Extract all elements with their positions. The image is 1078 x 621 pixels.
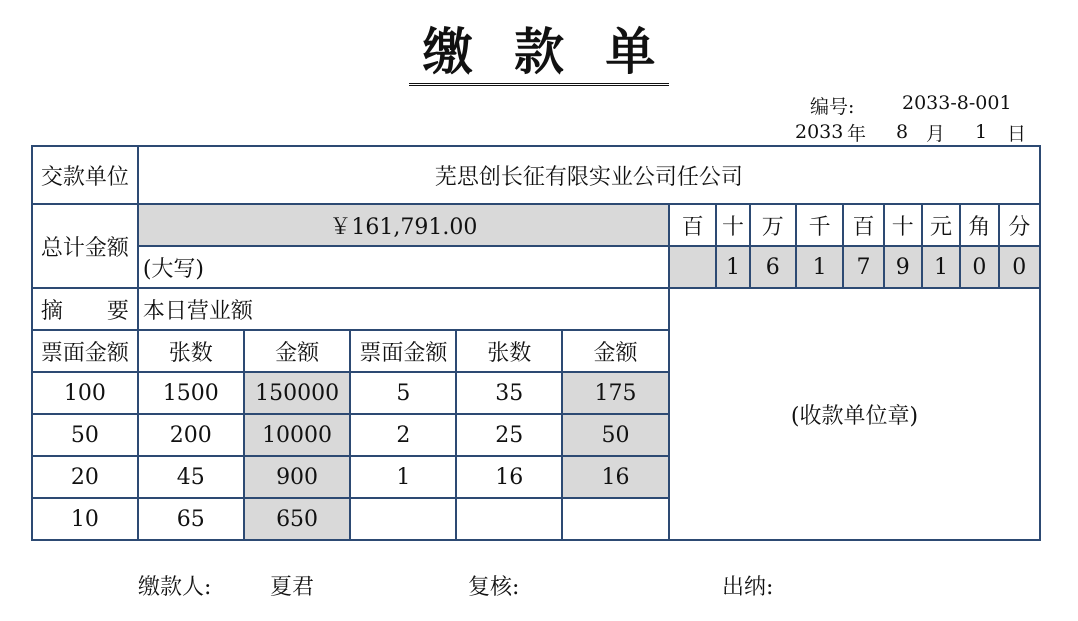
col-header-count: 张数	[138, 330, 244, 372]
digit-value-8: 0	[999, 246, 1041, 288]
digit-value-7: 0	[960, 246, 998, 288]
col-header-face-value: 票面金额	[32, 330, 138, 372]
cashier-label: 出纳:	[722, 575, 774, 600]
cell-amount: 900	[244, 456, 351, 498]
cell-face-value-2: 2	[350, 414, 456, 456]
total-amount: ￥161,791.00	[138, 204, 669, 246]
col-header-amount-2: 金额	[562, 330, 669, 372]
date-month: 8	[896, 121, 909, 143]
cell-count: 65	[138, 498, 244, 540]
cell-face-value: 100	[32, 372, 138, 414]
col-header-face-value-2: 票面金额	[350, 330, 456, 372]
digit-value-5: 9	[884, 246, 922, 288]
date-year: 2033	[795, 121, 844, 143]
review-label: 复核:	[468, 575, 520, 600]
cell-count-2: 25	[456, 414, 562, 456]
digit-value-3: 1	[796, 246, 843, 288]
date-day-unit: 日	[1007, 123, 1027, 145]
col-header-amount: 金额	[244, 330, 351, 372]
cell-amount: 150000	[244, 372, 351, 414]
cell-count: 200	[138, 414, 244, 456]
payer-unit-value: 芜思创长征有限实业公司任公司	[138, 146, 1040, 204]
digit-value-6: 1	[922, 246, 960, 288]
digit-header-0: 百	[669, 204, 716, 246]
date-month-unit: 月	[926, 123, 946, 145]
cell-amount: 650	[244, 498, 351, 540]
summary-value: 本日营业额	[138, 288, 669, 330]
digit-value-1: 1	[716, 246, 749, 288]
cell-count-2	[456, 498, 562, 540]
date-year-unit: 年	[847, 123, 867, 145]
receiver-seal-area: (收款单位章)	[669, 288, 1040, 540]
number-value: 2033-8-001	[902, 92, 1012, 114]
digit-header-4: 百	[843, 204, 883, 246]
date-day: 1	[975, 121, 988, 143]
digit-header-2: 万	[750, 204, 796, 246]
document-title: 缴 款 单	[0, 12, 1078, 84]
cell-amount-2: 50	[562, 414, 669, 456]
digit-header-6: 元	[922, 204, 960, 246]
cell-amount: 10000	[244, 414, 351, 456]
payer-label: 缴款人:	[138, 575, 212, 600]
cell-face-value-2: 1	[350, 456, 456, 498]
digit-value-2: 6	[750, 246, 796, 288]
col-header-count-2: 张数	[456, 330, 562, 372]
cell-amount-2	[562, 498, 669, 540]
capital-amount-label: (大写)	[138, 246, 669, 288]
digit-header-1: 十	[716, 204, 749, 246]
summary-label: 摘 要	[32, 288, 138, 330]
cell-count-2: 16	[456, 456, 562, 498]
digit-header-5: 十	[884, 204, 922, 246]
payer-unit-label: 交款单位	[32, 146, 138, 204]
payment-form-table	[31, 145, 1041, 541]
cell-count-2: 35	[456, 372, 562, 414]
cell-count: 45	[138, 456, 244, 498]
total-label: 总计金额	[32, 204, 138, 288]
cell-count: 1500	[138, 372, 244, 414]
digit-value-4: 7	[843, 246, 883, 288]
cell-face-value-2	[350, 498, 456, 540]
cell-amount-2: 16	[562, 456, 669, 498]
digit-header-8: 分	[999, 204, 1041, 246]
digit-value-0	[669, 246, 716, 288]
number-label: 编号:	[810, 96, 855, 118]
digit-header-7: 角	[960, 204, 998, 246]
cell-face-value: 10	[32, 498, 138, 540]
cell-face-value-2: 5	[350, 372, 456, 414]
digit-header-3: 千	[796, 204, 843, 246]
cell-face-value: 50	[32, 414, 138, 456]
cell-amount-2: 175	[562, 372, 669, 414]
payer-name: 夏君	[270, 575, 315, 600]
cell-face-value: 20	[32, 456, 138, 498]
